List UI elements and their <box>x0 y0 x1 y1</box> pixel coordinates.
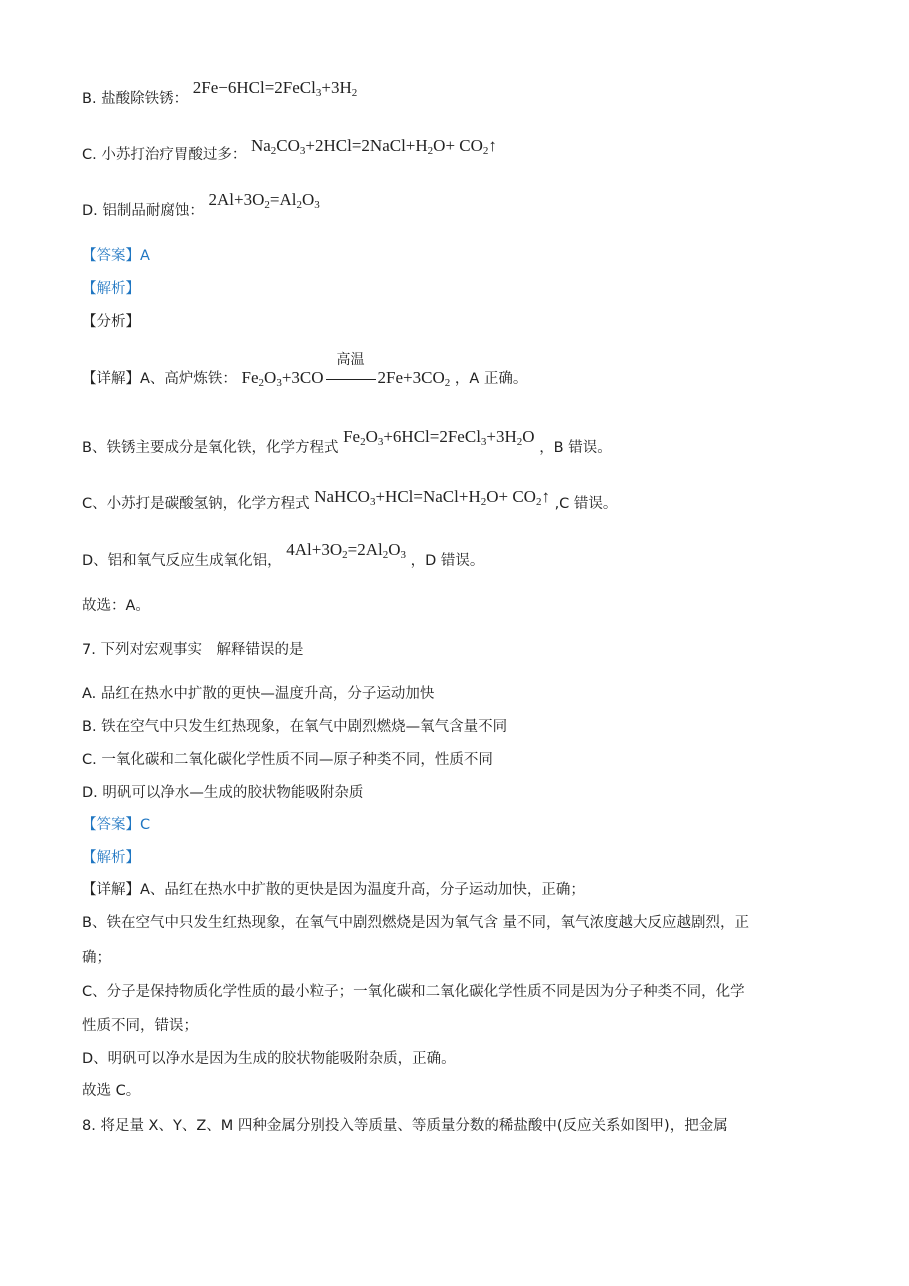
choose-2: 故选 C。 <box>82 1083 141 1099</box>
option-c-label: C. 小苏打治疗胃酸过多： <box>82 147 247 163</box>
detail2-b-1: B、铁在空气中只发生红热现象，在氧气中剧烈燃烧是因为氧气含 量不同，氧气浓度越大反应越剧烈，正 <box>82 915 750 931</box>
equation-d: $2Al+3O_2=Al_2O_3$ <box>208 190 320 211</box>
option-b-label: B. 盐酸除铁锈： <box>82 91 189 107</box>
detail2-d: D、明矾可以净水是因为生成的胶状物能吸附杂质，正确。 <box>82 1051 456 1067</box>
question-8: 8. 将足量 X、Y、Z、M 四种金属分别投入等质量、等质量分数的稀盐酸中(反应关系如图甲)，把金属 <box>82 1118 728 1134</box>
q7-option-d: D. 明矾可以净水—生成的胶状物能吸附杂质 <box>82 785 364 801</box>
q7-option-a: A. 品红在热水中扩散的更快—温度升高，分子运动加快 <box>82 686 435 702</box>
q7-option-c: C. 一氧化碳和二氧化碳化学性质不同—原子种类不同，性质不同 <box>82 752 493 768</box>
option-d-line <box>82 190 320 221</box>
answer-2: 【答案】C <box>82 817 151 833</box>
equation-detail-d: $4Al+3O_2=2Al_2O_3$ <box>286 540 407 561</box>
equation-detail-a: $Fe_2O_3+3CO$ 高温 $2Fe+3CO_2$ <box>241 352 451 389</box>
analysis-1: 【解析】 <box>82 281 140 297</box>
equation-detail-b: $Fe_2O_3+6HCl=2FeCl_3+3H_2O$ <box>343 427 535 448</box>
detail2-c-1: C、分子是保持物质化学性质的最小粒子；一氧化碳和二氧化碳化学性质不同是因为分子种类不同，化学 <box>82 984 745 1000</box>
equation-c: $Na_2CO_3+2HCl=2NaCl+H_2O+$ $CO_2↑$ <box>250 136 497 157</box>
detail-b-line: B、铁锈主要成分是氧化铁，化学方程式 $Fe_2O_3+6HCl=2FeCl_3+3H_2O$ ，B 错误。 <box>82 427 612 456</box>
option-b-line <box>82 78 358 109</box>
high-temp-condition: 高温 <box>336 352 365 368</box>
fenxi-heading: 【分析】 <box>82 314 140 330</box>
detail-c-line: C、小苏打是碳酸氢钠，化学方程式 $NaHCO_3+HCl=NaCl+H_2O+$ $CO_2↑$ ,C 错误。 <box>82 487 618 512</box>
analysis-2: 【解析】 <box>82 850 140 866</box>
choose-1: 故选：A。 <box>82 598 150 614</box>
detail-a-line: 【详解】A、高炉炼铁： $Fe_2O_3+3CO$ 高温 $2Fe+3CO_2$ ，A 正确。 <box>82 352 528 389</box>
detail2-a: 【详解】A、品红在热水中扩散的更快是因为温度升高，分子运动加快，正确； <box>82 882 585 898</box>
answer-1: 【答案】A <box>82 248 150 264</box>
option-c-line <box>82 136 497 165</box>
q7-option-b: B. 铁在空气中只发生红热现象，在氧气中剧烈燃烧—氧气含量不同 <box>82 719 508 735</box>
detail2-c-2: 性质不同，错误； <box>82 1018 198 1034</box>
equation-b: $2Fe-6HCl=2FeCl_3+3H_2$ <box>192 78 358 99</box>
equation-detail-c: $NaHCO_3+HCl=NaCl+H_2O+$ $CO_2↑$ <box>314 487 550 508</box>
detail-d-line: D、铝和氧气反应生成氧化铝， $4Al+3O_2=2Al_2O_3$ ，D 错误。 <box>82 540 485 569</box>
question-7: 7. 下列对宏观事实 解释错误的是 <box>82 642 304 658</box>
option-d-label: D. 铝制品耐腐蚀： <box>82 203 204 219</box>
detail2-b-2: 确； <box>82 950 111 966</box>
